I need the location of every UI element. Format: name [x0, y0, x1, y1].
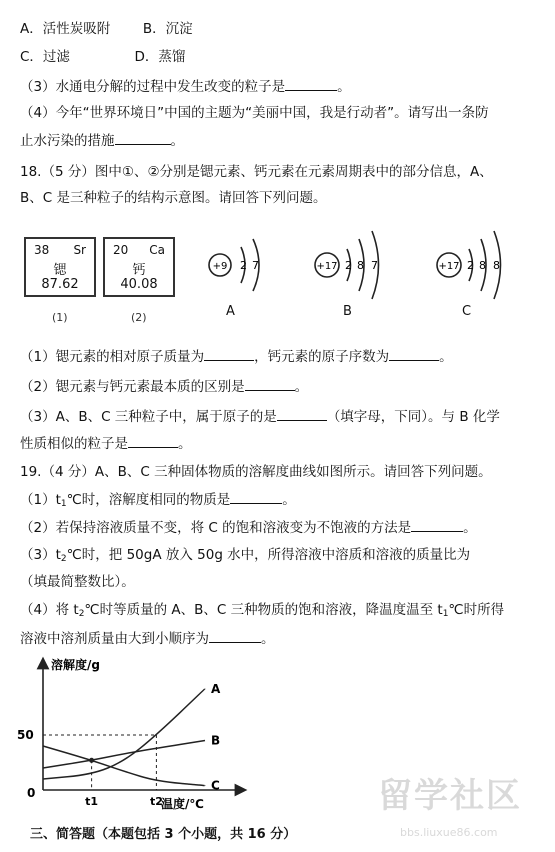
q18-head-line1: 18.（5 分）图中①、②分别是锶元素、钙元素在元素周期表中的部分信息，A、 [20, 164, 493, 180]
shell-electrons: 7 [252, 259, 259, 272]
period: 。 [439, 349, 453, 365]
atomic-number: 20 [113, 243, 129, 257]
q17-4-text2: 止水污染的措施 [20, 133, 115, 149]
period: 。 [282, 492, 296, 508]
subscript: 2 [60, 554, 67, 564]
watermark-logo: 留学社区 [378, 776, 522, 816]
q17-3 [20, 77, 351, 96]
option-c: C．过滤 [20, 49, 70, 65]
answer-blank[interactable] [209, 629, 261, 643]
element-caption-2: (2) [131, 311, 147, 324]
q19-3-cont: （填最简整数比）。 [20, 574, 135, 590]
period: 。 [463, 520, 477, 536]
q18-2-text: （2）锶元素与钙元素最本质的区别是 [20, 379, 245, 395]
nucleus-charge: +9 [212, 261, 228, 272]
atom-c [437, 231, 501, 299]
y-tick-50: 50 [17, 728, 34, 742]
q19-4-text-c: ℃时所得 [448, 602, 505, 618]
y-axis-label: 溶解度/g [51, 658, 100, 672]
shell-electrons: 2 [240, 259, 247, 272]
shell-electrons: 8 [357, 259, 364, 272]
q19-3-text: （3）t [20, 547, 61, 563]
q18-1-text-b: ，钙元素的原子序数为 [254, 349, 390, 365]
shell-electrons: 8 [493, 259, 500, 272]
atomic-mass: 40.08 [120, 277, 158, 292]
element-cell-ca [103, 237, 175, 297]
section-3-heading: 三、简答题（本题包括 3 个小题，共 16 分） [30, 827, 297, 842]
q18-head-line2: B、C 是三种粒子的结构示意图。请回答下列问题。 [20, 190, 327, 206]
q18-3-text-c: 性质相似的粒子是 [20, 436, 128, 452]
intersection-point [89, 758, 94, 763]
q18-1 [20, 347, 453, 366]
option-d: D．蒸馏 [134, 49, 186, 65]
q18-3 [20, 407, 500, 426]
q19-3 [20, 546, 470, 568]
atom-structure-diagrams [195, 225, 540, 315]
period: 。 [261, 631, 275, 647]
curve-c [43, 746, 205, 786]
q19-2 [20, 518, 477, 537]
q19-4-text: （4）将 t [20, 602, 79, 618]
q19-3-text-b: ℃时，把 50gA 放入 50g 水中，所得溶液中溶质和溶液的质量比为 [66, 547, 471, 563]
element-caption-1: (1) [52, 311, 68, 324]
x-tick-t2: t2 [149, 795, 163, 808]
q19-4 [20, 601, 504, 623]
answer-blank[interactable] [389, 347, 439, 361]
atomic-number: 38 [34, 243, 50, 257]
answer-blank[interactable] [230, 490, 282, 504]
answer-blank[interactable] [128, 434, 178, 448]
answer-blank[interactable] [204, 347, 254, 361]
nucleus-charge: +17 [316, 261, 338, 272]
q19-4-text-d: 溶液中溶剂质量由大到小顺序为 [20, 631, 209, 647]
q19-head: 19.（4 分）A、B、C 三种固体物质的溶解度曲线如图所示。请回答下列问题。 [20, 464, 492, 480]
q17-4-line2 [20, 131, 184, 150]
watermark-url: bbs.liuxue86.com [400, 826, 498, 839]
q19-4-cont [20, 629, 275, 648]
subscript: 1 [60, 499, 67, 509]
element-symbol: Ca [149, 243, 165, 257]
atom-b [315, 231, 379, 299]
shell-electrons: 2 [467, 259, 474, 272]
atomic-mass: 87.62 [41, 277, 79, 292]
q19-1-text: （1）t [20, 492, 61, 508]
series-label-a: A [211, 681, 221, 696]
period: 。 [337, 79, 351, 95]
shell-electrons: 8 [479, 259, 486, 272]
answer-blank[interactable] [285, 77, 337, 91]
x-axis-label: 温度/℃ [161, 797, 204, 811]
q19-4-text-b: ℃时等质量的 A、B、C 三种物质的饱和溶液，降温度温至 t [84, 602, 443, 618]
x-tick-t1: t1 [85, 795, 99, 808]
q19-1 [20, 490, 296, 513]
answer-blank[interactable] [411, 518, 463, 532]
q18-3-cont [20, 434, 192, 453]
series-label-c: C [211, 778, 220, 793]
element-name: 锶 [53, 263, 67, 278]
curve-a [43, 689, 205, 779]
solubility-chart [15, 655, 250, 815]
period: 。 [294, 379, 309, 395]
q19-1-text-b: ℃时，溶解度相同的物质是 [66, 492, 231, 508]
option-b: B．沉淀 [142, 21, 193, 37]
subscript: 1 [442, 609, 449, 619]
option-row-cd [20, 48, 185, 66]
series-label-b: B [211, 733, 221, 748]
answer-blank[interactable] [115, 131, 171, 145]
atom-label-a: A [226, 304, 235, 319]
element-name: 钙 [132, 263, 146, 278]
q19-2-text: （2）若保持溶液质量不变，将 C 的饱和溶液变为不饱液的方法是 [20, 520, 412, 536]
element-cell-sr [24, 237, 96, 297]
q18-3-text: （3）A、B、C 三种粒子中，属于原子的是 [20, 409, 277, 425]
period: 。 [170, 133, 184, 149]
atom-label-c: C [462, 304, 472, 319]
period: 。 [178, 436, 192, 452]
option-row-ab [20, 20, 193, 38]
q18-3-text-b: （填字母，下同）。与 B 化学 [326, 409, 500, 425]
atom-label-b: B [343, 304, 352, 319]
q17-4-line1: （4）今年“世界环境日”中国的主题为“美丽中国，我是行动者”。请写出一条防 [20, 105, 489, 121]
curve-b [43, 741, 205, 769]
element-symbol: Sr [73, 243, 86, 257]
subscript: 2 [78, 609, 85, 619]
q17-3-text: （3）水通电分解的过程中发生改变的粒子是 [20, 79, 286, 95]
q18-1-text: （1）锶元素的相对原子质量为 [20, 349, 205, 365]
atom-a [209, 239, 259, 291]
q18-2 [20, 377, 308, 396]
shell-electrons: 2 [345, 259, 352, 272]
origin-label: 0 [27, 786, 36, 800]
option-a: A．活性炭吸附 [20, 21, 111, 37]
shell-electrons: 7 [371, 259, 378, 272]
answer-blank[interactable] [245, 377, 295, 391]
nucleus-charge: +17 [438, 261, 460, 272]
answer-blank[interactable] [277, 407, 327, 421]
